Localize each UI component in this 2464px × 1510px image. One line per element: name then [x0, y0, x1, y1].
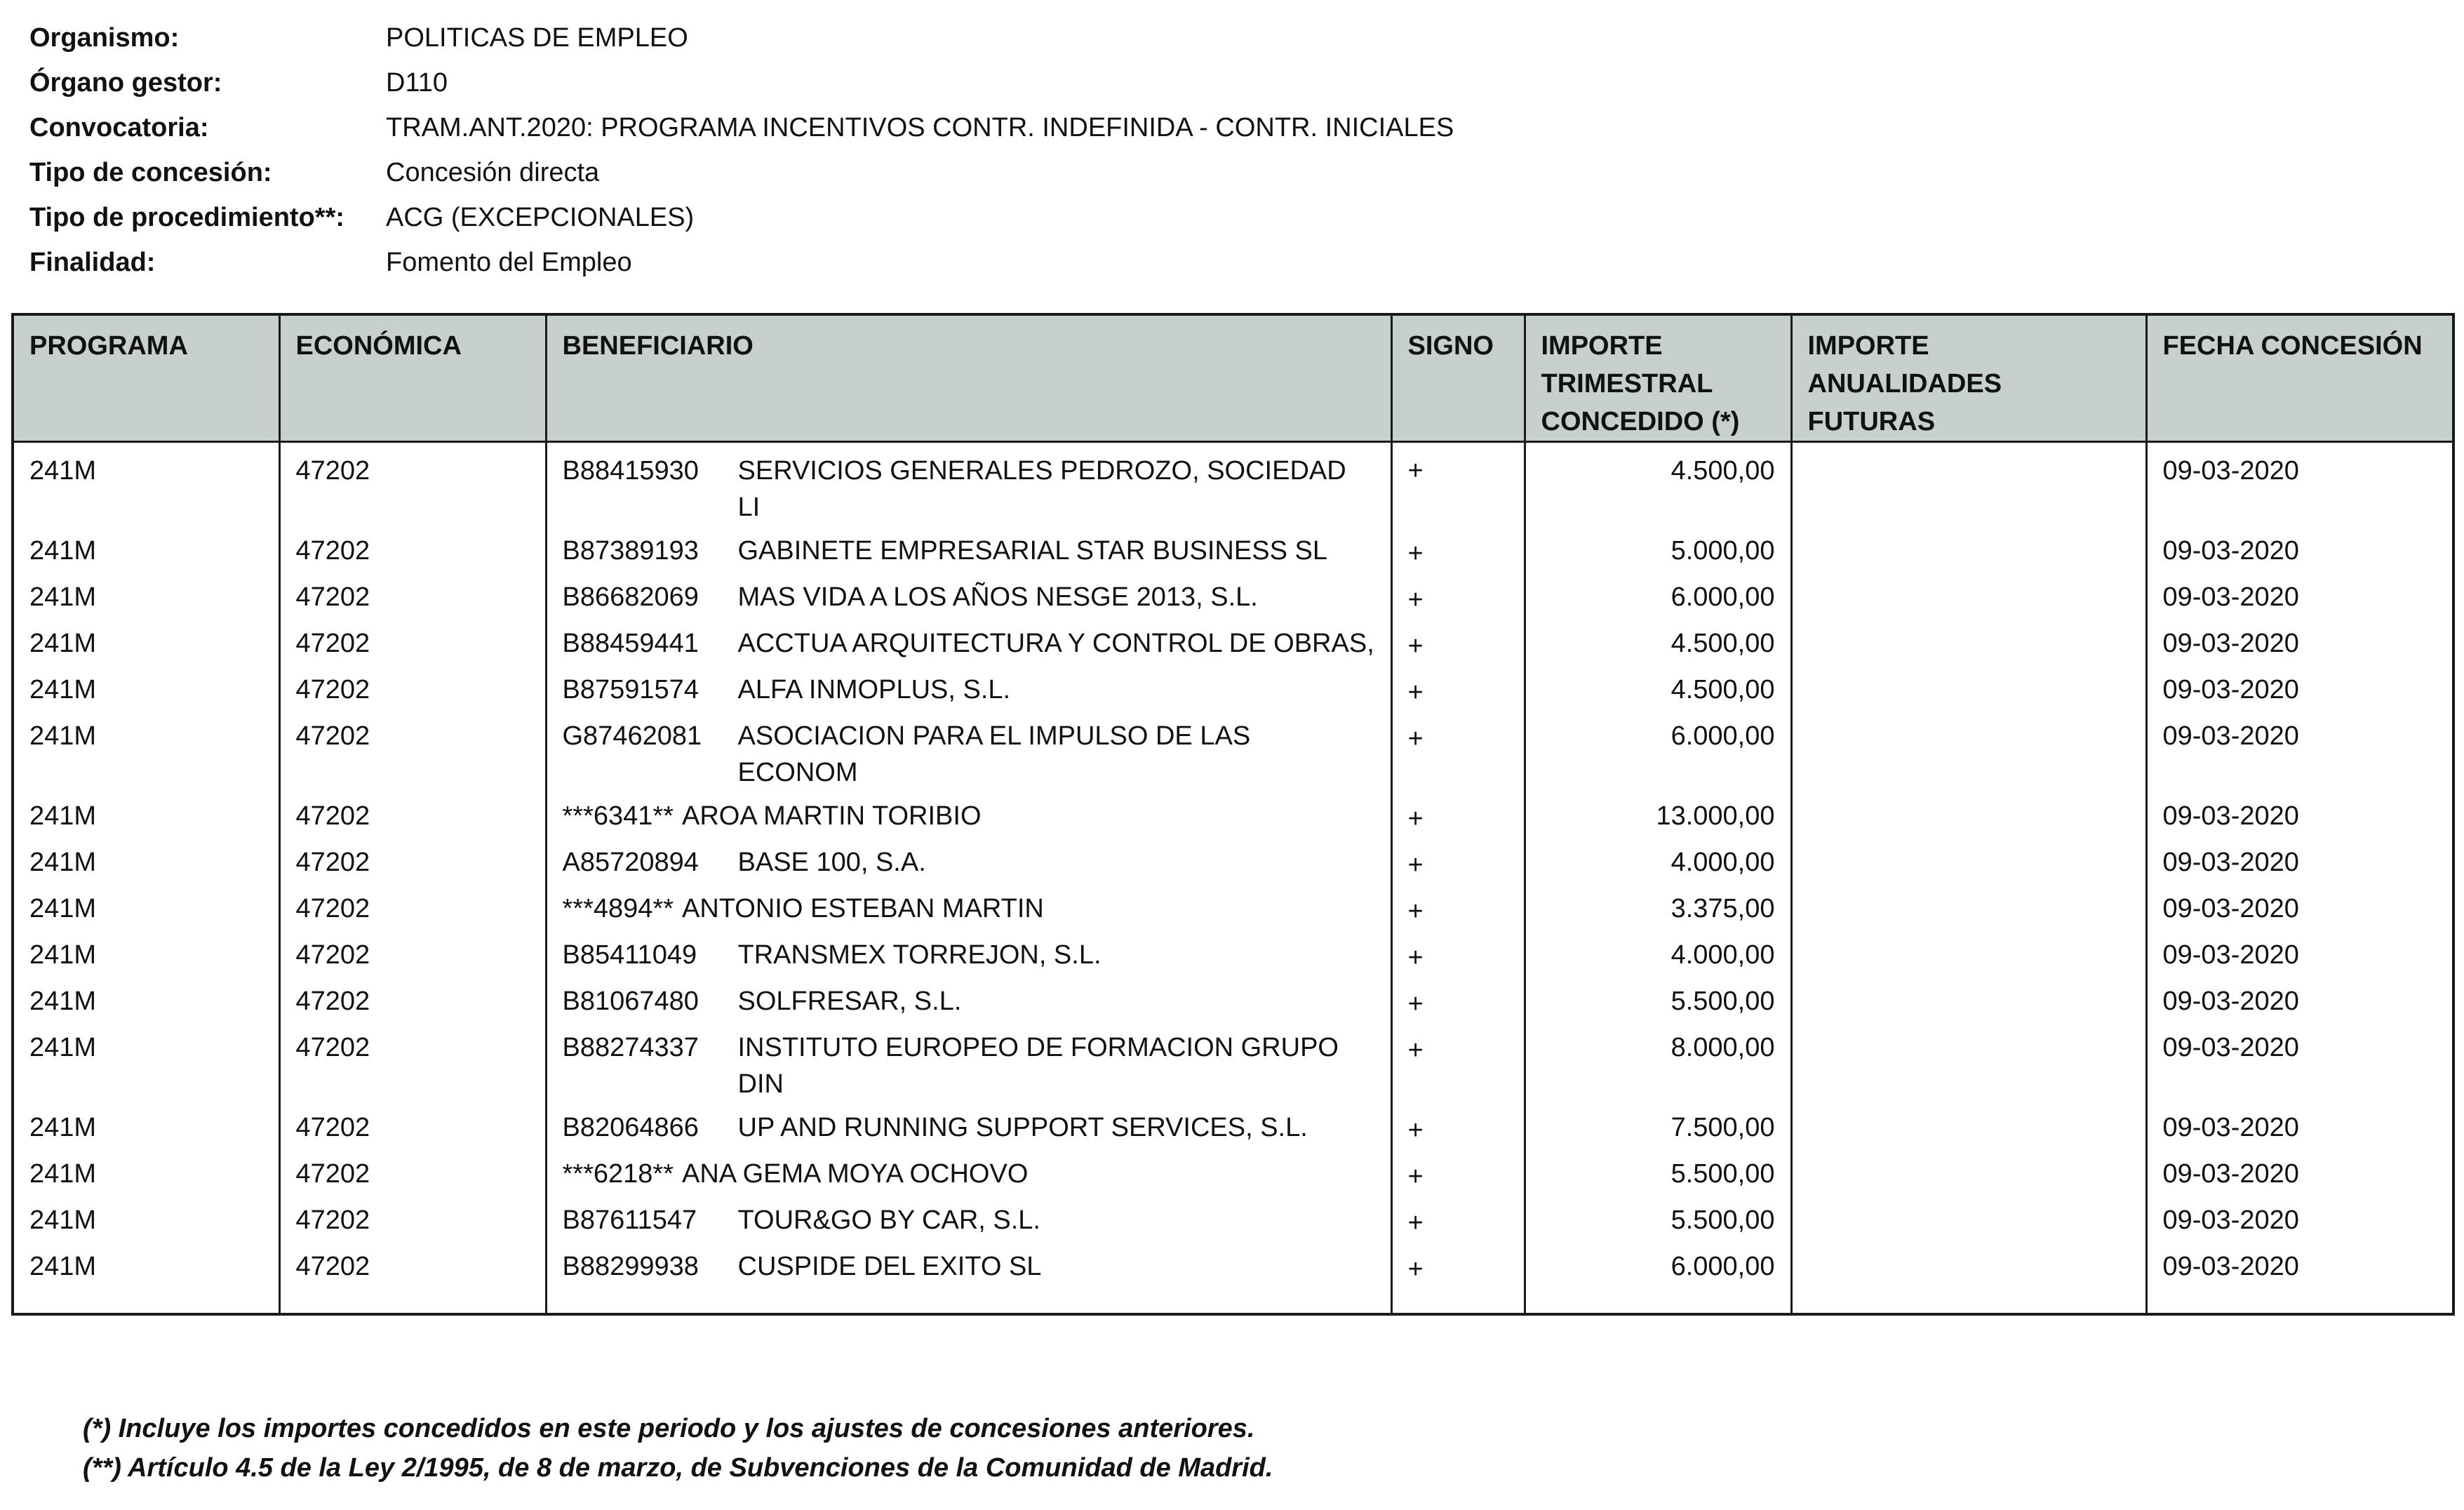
beneficiary-id: ***4894** [562, 894, 674, 923]
cell-signo: + [1391, 1149, 1525, 1195]
cell-programa: 241M [13, 572, 279, 618]
meta-label: Convocatoria: [29, 112, 209, 142]
cell-signo: + [1391, 1102, 1525, 1149]
cell-signo: + [1391, 1022, 1525, 1102]
meta-row-convocatoria [29, 105, 1454, 150]
cell-programa: 241M [13, 1241, 279, 1314]
cell-importe-trimestral: 4.500,00 [1525, 618, 1791, 664]
beneficiary [563, 1109, 1375, 1146]
meta-value: ACG (EXCEPCIONALES) [386, 202, 695, 232]
cell-signo: + [1391, 837, 1525, 883]
cell-importe-trimestral: 7.500,00 [1525, 1102, 1791, 1149]
cell-importe-anualidades [1791, 711, 2146, 791]
beneficiary-id: B88274337 [562, 1033, 699, 1062]
beneficiary-name: ACCTUA ARQUITECTURA Y CONTROL DE OBRAS, [737, 629, 1374, 658]
footnote-articulo: (**) Artículo 4.5 de la Ley 2/1995, de 8 de marzo, de Subvenciones de la Comunidad de Madrid. [83, 1453, 1273, 1483]
cell-signo: + [1391, 442, 1525, 526]
table-row [13, 442, 2453, 526]
cell-fecha-concesion: 09-03-2020 [2146, 711, 2453, 791]
cell-signo: + [1391, 930, 1525, 976]
beneficiary-id: B82064866 [562, 1113, 699, 1142]
cell-fecha-concesion: 09-03-2020 [2146, 837, 2453, 883]
meta-row-tipo-concesion [29, 150, 1454, 195]
beneficiary-id: B88415930 [562, 456, 699, 486]
cell-importe-anualidades [1791, 1149, 2146, 1195]
beneficiary-name: SERVICIOS GENERALES PEDROZO, SOCIEDAD LI [737, 456, 1346, 522]
cell-beneficiario [546, 1149, 1391, 1195]
beneficiary-id: B86682069 [562, 582, 699, 612]
table-row [13, 572, 2453, 618]
meta-label: Organismo: [29, 22, 180, 53]
table-row [13, 1149, 2453, 1195]
cell-fecha-concesion: 09-03-2020 [2146, 930, 2453, 976]
header-line: CONCEDIDO (*) [1541, 407, 1740, 436]
cell-beneficiario [546, 572, 1391, 618]
meta-value: Concesión directa [386, 157, 600, 187]
cell-importe-anualidades [1791, 442, 2146, 526]
cell-importe-trimestral: 13.000,00 [1525, 791, 1791, 837]
cell-beneficiario [546, 976, 1391, 1022]
beneficiary-name: TRANSMEX TORREJON, S.L. [737, 940, 1102, 970]
meta-row-organismo [29, 15, 1454, 60]
cell-signo: + [1391, 526, 1525, 572]
cell-beneficiario [546, 1102, 1391, 1149]
cell-importe-trimestral: 4.500,00 [1525, 664, 1791, 711]
beneficiary [563, 1202, 1375, 1238]
cell-economica: 47202 [279, 1149, 546, 1195]
beneficiary [563, 533, 1375, 569]
cell-importe-anualidades [1791, 791, 2146, 837]
beneficiary [563, 1156, 1375, 1192]
cell-fecha-concesion: 09-03-2020 [2146, 791, 2453, 837]
cell-importe-anualidades [1791, 930, 2146, 976]
table-row [13, 618, 2453, 664]
cell-economica: 47202 [279, 1022, 546, 1102]
cell-programa: 241M [13, 976, 279, 1022]
cell-importe-trimestral: 3.375,00 [1525, 883, 1791, 930]
cell-programa: 241M [13, 711, 279, 791]
table-row [13, 930, 2453, 976]
meta-value: D110 [386, 67, 448, 98]
beneficiary-name: MAS VIDA A LOS AÑOS NESGE 2013, S.L. [737, 582, 1258, 612]
cell-fecha-concesion: 09-03-2020 [2146, 1241, 2453, 1314]
cell-programa: 241M [13, 837, 279, 883]
cell-importe-anualidades [1791, 976, 2146, 1022]
cell-importe-trimestral: 5.500,00 [1525, 976, 1791, 1022]
beneficiary [563, 798, 1375, 834]
beneficiary-name: ANTONIO ESTEBAN MARTIN [681, 894, 1044, 923]
beneficiary [563, 453, 1375, 526]
cell-economica: 47202 [279, 711, 546, 791]
meta-label: Órgano gestor: [29, 67, 222, 98]
cell-importe-trimestral: 5.000,00 [1525, 526, 1791, 572]
col-header-fecha-concesion: FECHA CONCESIÓN [2146, 314, 2453, 442]
meta-value: Fomento del Empleo [386, 247, 632, 277]
table-header-row [13, 314, 2453, 442]
cell-programa: 241M [13, 618, 279, 664]
cell-importe-trimestral: 4.000,00 [1525, 837, 1791, 883]
table-row [13, 976, 2453, 1022]
cell-importe-anualidades [1791, 1022, 2146, 1102]
cell-economica: 47202 [279, 1241, 546, 1314]
cell-importe-anualidades [1791, 883, 2146, 930]
cell-importe-anualidades [1791, 1195, 2146, 1241]
cell-importe-trimestral: 6.000,00 [1525, 711, 1791, 791]
cell-beneficiario [546, 791, 1391, 837]
cell-importe-trimestral: 6.000,00 [1525, 1241, 1791, 1314]
cell-programa: 241M [13, 930, 279, 976]
cell-fecha-concesion: 09-03-2020 [2146, 442, 2453, 526]
beneficiary-id: ***6341** [562, 801, 674, 831]
beneficiary-id: B81067480 [562, 987, 699, 1016]
table-row [13, 526, 2453, 572]
meta-label: Finalidad: [29, 247, 156, 277]
cell-importe-trimestral: 5.500,00 [1525, 1149, 1791, 1195]
cell-economica: 47202 [279, 883, 546, 930]
meta-row-tipo-procedimiento [29, 195, 1454, 240]
beneficiary-name: TOUR&GO BY CAR, S.L. [737, 1205, 1040, 1235]
cell-economica: 47202 [279, 930, 546, 976]
beneficiary-id: B88459441 [562, 629, 699, 658]
cell-beneficiario [546, 1195, 1391, 1241]
cell-beneficiario [546, 883, 1391, 930]
beneficiary [563, 625, 1375, 662]
meta-row-organo-gestor [29, 60, 1454, 105]
meta-value: TRAM.ANT.2020: PROGRAMA INCENTIVOS CONTR. INDEFINIDA - CONTR. INICIALES [386, 112, 1454, 142]
cell-beneficiario [546, 930, 1391, 976]
cell-economica: 47202 [279, 1195, 546, 1241]
meta-value: POLITICAS DE EMPLEO [386, 22, 688, 53]
beneficiary-id: B87591574 [562, 675, 699, 704]
cell-signo: + [1391, 791, 1525, 837]
beneficiary-name: INSTITUTO EUROPEO DE FORMACION GRUPO DIN [737, 1033, 1339, 1099]
footnote-importes: (*) Incluye los importes concedidos en este periodo y los ajustes de concesiones anteriores. [83, 1414, 1255, 1443]
table-row [13, 1241, 2453, 1314]
table-row [13, 711, 2453, 791]
cell-signo: + [1391, 711, 1525, 791]
cell-programa: 241M [13, 664, 279, 711]
beneficiary-name: UP AND RUNNING SUPPORT SERVICES, S.L. [737, 1113, 1308, 1142]
cell-signo: + [1391, 976, 1525, 1022]
cell-fecha-concesion: 09-03-2020 [2146, 1149, 2453, 1195]
col-header-programa: PROGRAMA [13, 314, 279, 442]
cell-fecha-concesion: 09-03-2020 [2146, 976, 2453, 1022]
cell-beneficiario [546, 526, 1391, 572]
beneficiary-name: ANA GEMA MOYA OCHOVO [681, 1159, 1029, 1189]
beneficiary [563, 937, 1375, 973]
beneficiary-id: B87611547 [562, 1205, 697, 1235]
beneficiary-name: CUSPIDE DEL EXITO SL [737, 1252, 1042, 1281]
header-line: FUTURAS [1807, 407, 1936, 436]
beneficiary-id: ***6218** [562, 1159, 674, 1189]
cell-beneficiario [546, 1022, 1391, 1102]
cell-economica: 47202 [279, 664, 546, 711]
beneficiary-id: B87389193 [562, 536, 699, 566]
beneficiary [563, 890, 1375, 927]
beneficiary-name: GABINETE EMPRESARIAL STAR BUSINESS SL [737, 536, 1327, 566]
beneficiary-name: AROA MARTIN TORIBIO [681, 801, 982, 831]
table-row [13, 791, 2453, 837]
cell-economica: 47202 [279, 1102, 546, 1149]
beneficiary [563, 1248, 1375, 1285]
table-row [13, 883, 2453, 930]
cell-signo: + [1391, 664, 1525, 711]
cell-economica: 47202 [279, 976, 546, 1022]
header-line: IMPORTE [1541, 331, 1663, 361]
cell-programa: 241M [13, 1102, 279, 1149]
cell-economica: 47202 [279, 442, 546, 526]
cell-economica: 47202 [279, 572, 546, 618]
cell-fecha-concesion: 09-03-2020 [2146, 572, 2453, 618]
cell-programa: 241M [13, 883, 279, 930]
col-header-economica: ECONÓMICA [279, 314, 546, 442]
beneficiary [563, 672, 1375, 708]
cell-importe-trimestral: 4.500,00 [1525, 442, 1791, 526]
cell-importe-anualidades [1791, 1102, 2146, 1149]
cell-programa: 241M [13, 1022, 279, 1102]
cell-fecha-concesion: 09-03-2020 [2146, 1102, 2453, 1149]
cell-signo: + [1391, 1241, 1525, 1314]
cell-economica: 47202 [279, 526, 546, 572]
beneficiary-name: ASOCIACION PARA EL IMPULSO DE LAS ECONOM [737, 721, 1251, 787]
header-line: IMPORTE [1807, 331, 1929, 361]
cell-importe-anualidades [1791, 572, 2146, 618]
cell-programa: 241M [13, 1195, 279, 1241]
cell-importe-anualidades [1791, 618, 2146, 664]
grants-table [11, 313, 2455, 1316]
header-metadata [29, 15, 1454, 285]
cell-importe-trimestral: 4.000,00 [1525, 930, 1791, 976]
cell-economica: 47202 [279, 618, 546, 664]
cell-fecha-concesion: 09-03-2020 [2146, 1022, 2453, 1102]
cell-fecha-concesion: 09-03-2020 [2146, 618, 2453, 664]
cell-economica: 47202 [279, 791, 546, 837]
header-line: TRIMESTRAL [1541, 369, 1713, 399]
col-header-importe-anualidades [1791, 314, 2146, 442]
cell-beneficiario [546, 442, 1391, 526]
beneficiary-name: ALFA INMOPLUS, S.L. [737, 675, 1011, 704]
cell-importe-anualidades [1791, 837, 2146, 883]
cell-beneficiario [546, 1241, 1391, 1314]
cell-importe-anualidades [1791, 1241, 2146, 1314]
beneficiary-id: G87462081 [562, 721, 702, 751]
cell-beneficiario [546, 711, 1391, 791]
table-row [13, 664, 2453, 711]
beneficiary [563, 844, 1375, 881]
beneficiary-id: B85411049 [562, 940, 697, 970]
cell-fecha-concesion: 09-03-2020 [2146, 1195, 2453, 1241]
beneficiary-id: B88299938 [562, 1252, 699, 1281]
table-row [13, 1022, 2453, 1102]
cell-signo: + [1391, 883, 1525, 930]
cell-programa: 241M [13, 1149, 279, 1195]
cell-programa: 241M [13, 526, 279, 572]
cell-fecha-concesion: 09-03-2020 [2146, 883, 2453, 930]
cell-signo: + [1391, 572, 1525, 618]
cell-economica: 47202 [279, 837, 546, 883]
cell-importe-anualidades [1791, 664, 2146, 711]
table-row [13, 837, 2453, 883]
cell-beneficiario [546, 664, 1391, 711]
beneficiary-id: A85720894 [562, 848, 699, 877]
cell-importe-trimestral: 5.500,00 [1525, 1195, 1791, 1241]
cell-programa: 241M [13, 791, 279, 837]
cell-programa: 241M [13, 442, 279, 526]
cell-beneficiario [546, 837, 1391, 883]
cell-beneficiario [546, 618, 1391, 664]
cell-fecha-concesion: 09-03-2020 [2146, 664, 2453, 711]
meta-label: Tipo de concesión: [29, 157, 272, 187]
col-header-beneficiario: BENEFICIARIO [546, 314, 1391, 442]
beneficiary [563, 1029, 1375, 1102]
footnotes [83, 1409, 1273, 1488]
cell-signo: + [1391, 1195, 1525, 1241]
table-row [13, 1195, 2453, 1241]
beneficiary [563, 983, 1375, 1020]
cell-importe-trimestral: 8.000,00 [1525, 1022, 1791, 1102]
cell-signo: + [1391, 618, 1525, 664]
table-row [13, 1102, 2453, 1149]
col-header-importe-trimestral [1525, 314, 1791, 442]
beneficiary [563, 579, 1375, 615]
header-line: ANUALIDADES [1807, 369, 2002, 399]
beneficiary-name: SOLFRESAR, S.L. [737, 987, 962, 1016]
beneficiary-name: BASE 100, S.A. [737, 848, 926, 877]
meta-label: Tipo de procedimiento**: [29, 202, 345, 232]
meta-row-finalidad [29, 240, 1454, 285]
cell-importe-trimestral: 6.000,00 [1525, 572, 1791, 618]
beneficiary [563, 718, 1375, 791]
cell-fecha-concesion: 09-03-2020 [2146, 526, 2453, 572]
cell-importe-anualidades [1791, 526, 2146, 572]
col-header-signo: SIGNO [1391, 314, 1525, 442]
